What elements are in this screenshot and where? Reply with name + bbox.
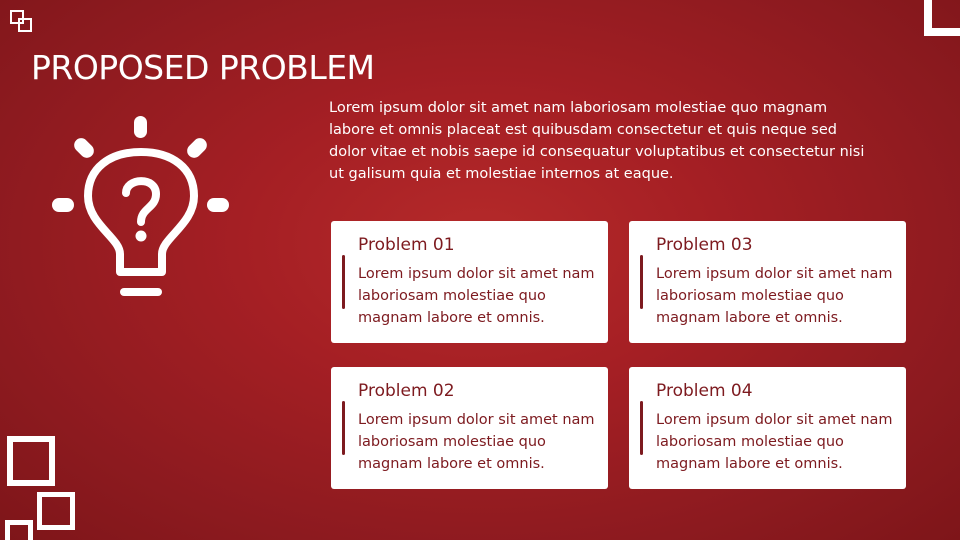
decorative-square [924, 0, 960, 36]
decorative-square [5, 520, 33, 540]
slide-title: PROPOSED PROBLEM [31, 48, 375, 88]
decorative-square [37, 492, 75, 530]
problem-description: Lorem ipsum dolor sit amet nam laboriosam molestiae quo magnam labore et omnis. [656, 412, 893, 472]
problem-title: Problem 03 [656, 235, 753, 255]
card-accent-bar [342, 255, 345, 309]
problem-card [331, 221, 608, 343]
problem-description: Lorem ipsum dolor sit amet nam laboriosam molestiae quo magnam labore et omnis. [358, 266, 595, 326]
card-accent-bar [342, 401, 345, 455]
intro-paragraph: Lorem ipsum dolor sit amet nam laboriosam molestiae quo magnam labore et omnis placeat est quibusdam consectetur et quis neque sed dolor vitae et nobis saepe id consequatur voluptatibus et consectetur nisi ut galisum quia et molestiae internos at eaque. [329, 100, 865, 182]
lightbulb-question-icon [48, 112, 234, 302]
problem-description: Lorem ipsum dolor sit amet nam laboriosam molestiae quo magnam labore et omnis. [358, 412, 595, 472]
problem-card [629, 221, 906, 343]
problem-title: Problem 04 [656, 381, 753, 401]
card-accent-bar [640, 401, 643, 455]
problem-description: Lorem ipsum dolor sit amet nam laboriosam molestiae quo magnam labore et omnis. [656, 266, 893, 326]
problem-card [331, 367, 608, 489]
card-accent-bar [640, 255, 643, 309]
decorative-square [18, 18, 32, 32]
decorative-square [7, 436, 55, 486]
problem-title: Problem 02 [358, 381, 455, 401]
problem-card [629, 367, 906, 489]
problem-title: Problem 01 [358, 235, 455, 255]
